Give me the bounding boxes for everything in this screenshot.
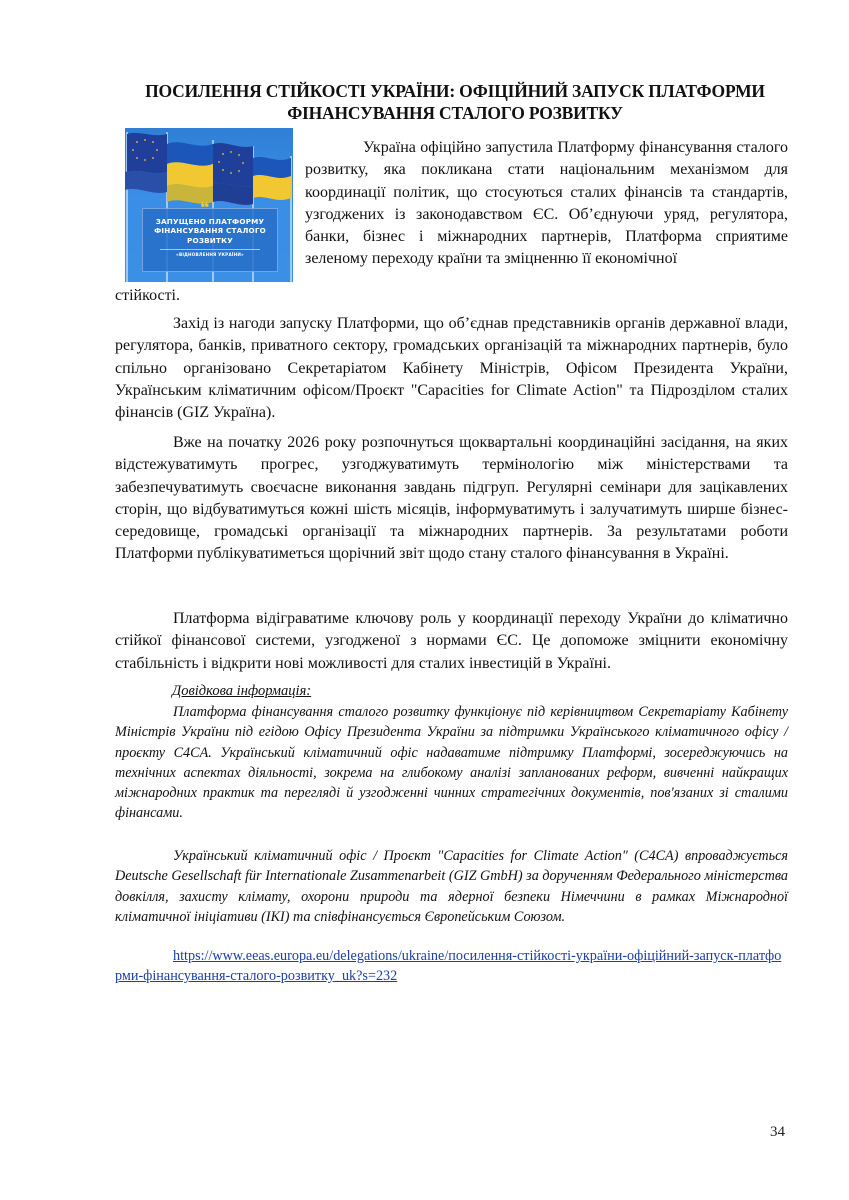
article-title: ПОСИЛЕННЯ СТІЙКОСТІ УКРАЇНИ: ОФІЦІЙНИЙ ЗАПУСК ПЛАТФОРМИ ФІНАНСУВАННЯ СТАЛОГО РОЗВИТКУ bbox=[145, 81, 765, 123]
eu-flag bbox=[127, 133, 167, 173]
source-link[interactable]: https://www.eeas.europa.eu/delegations/ukraine/посилення-стійкості-україни-офіційний-запуск-платформи-фінансування-сталого-розвитку_uk?s=232 bbox=[115, 948, 782, 985]
reference-paragraph: Український кліматичний офіс / Проєкт "Capacities for Climate Action" (C4CA) впроваджується Deutsche Gesellschaft für Internationale Zusammenarbeit (GIZ GmbH) за дорученням Федерального міністерства довкілля, захисту клімату, охорони природи та ядерної безпеки Німеччини в рамках Міжнародної кліматичної ініціативи (IKI) та співфінансується Європейським Союзом. bbox=[115, 848, 788, 925]
hero-divider bbox=[160, 249, 260, 250]
ua-flag-yellow bbox=[253, 175, 291, 200]
intro-paragraph-tail: стійкості. bbox=[115, 287, 180, 304]
hero-subtitle: «ВІДНОВЛЕННЯ УКРАЇНИ» bbox=[176, 252, 244, 258]
ua-flag-blue bbox=[167, 142, 213, 165]
paragraph: Вже на початку 2026 року розпочнуться щоквартальні координаційні засідання, на яких відстежуватимуть прогрес, узгоджуватимуть термінологію між міністерствами та забезпечуватимуть своєчасне виконання завдань підгруп. Регулярні семінари для зацікавлених сторін, що відбуватимуться кожні шість місяців, інформуватимуть і залучатимуть ширше бізнес-середовище, громадські організації та міжнародних партнерів. За результатами роботи Платформи публікуватиметься щорічний звіт щодо стану сталого фінансування в Україні. bbox=[115, 434, 788, 563]
ua-flag-yellow bbox=[167, 162, 213, 187]
paragraph: Захід із нагоди запуску Платформи, що об’єднав представників органів державної влади, регулятора, банків, приватного сектору, громадських організацій та міжнародних партнерів, було спільно організовано Секретаріатом Кабінету Міністрів, Офісом Президента України, Українським кліматичним офісом/Проєкт "Capacities for Climate Action" та Підрозділом сталих фінансів (GIZ Україна). bbox=[115, 315, 788, 422]
hero-caption-box bbox=[142, 208, 278, 272]
hero-image bbox=[125, 128, 293, 282]
hero-headline: ЗАПУЩЕНО ПЛАТФОРМУ ФІНАНСУВАННЯ СТАЛОГО РОЗВИТКУ bbox=[154, 217, 266, 245]
ua-flag-blue bbox=[253, 157, 291, 178]
page-number: 34 bbox=[770, 1124, 785, 1140]
paragraph: Платформа відіграватиме ключову роль у координації переходу України до кліматично стійкої фінансової системи, узгодженої з нормами ЄС. Це допоможе зміцнити економічну стабільність і відкрити нові можливості для сталих інвестицій в Україні. bbox=[115, 610, 788, 672]
reference-heading: Довідкова інформація: bbox=[172, 683, 312, 699]
intro-paragraph: Україна офіційно запустила Платформу фінансування сталого розвитку, яка покликана стати національним механізмом для координації політик, що стосуються сталих фінансів та стандартів, узгоджених із законодавством ЄС. Об’єднуючи уряд, регулятора, банки, бізнес і міжнародних партнерів, Платформа сприятиме зеленому переходу країни та зміцненню її економічної bbox=[305, 139, 788, 268]
eu-flag bbox=[125, 171, 167, 193]
eu-flag bbox=[213, 143, 253, 187]
reference-paragraph: Платформа фінансування сталого розвитку функціонує під керівництвом Секретаріату Кабінету Міністрів України під егідою Офісу Президента України за підтримки Українського кліматичного офісу / проєкту C4CA. Український кліматичний офіс надаватиме підтримку Платформі, зосереджуючись на технічних аспектах діяльності, зокрема на глибокому аналізі запланованих реформ, вивченні найкращих міжнародних практик та перегляді й узгодженні чинних стратегічних документів, пов'язаних зі сталими фінансами. bbox=[115, 704, 788, 822]
